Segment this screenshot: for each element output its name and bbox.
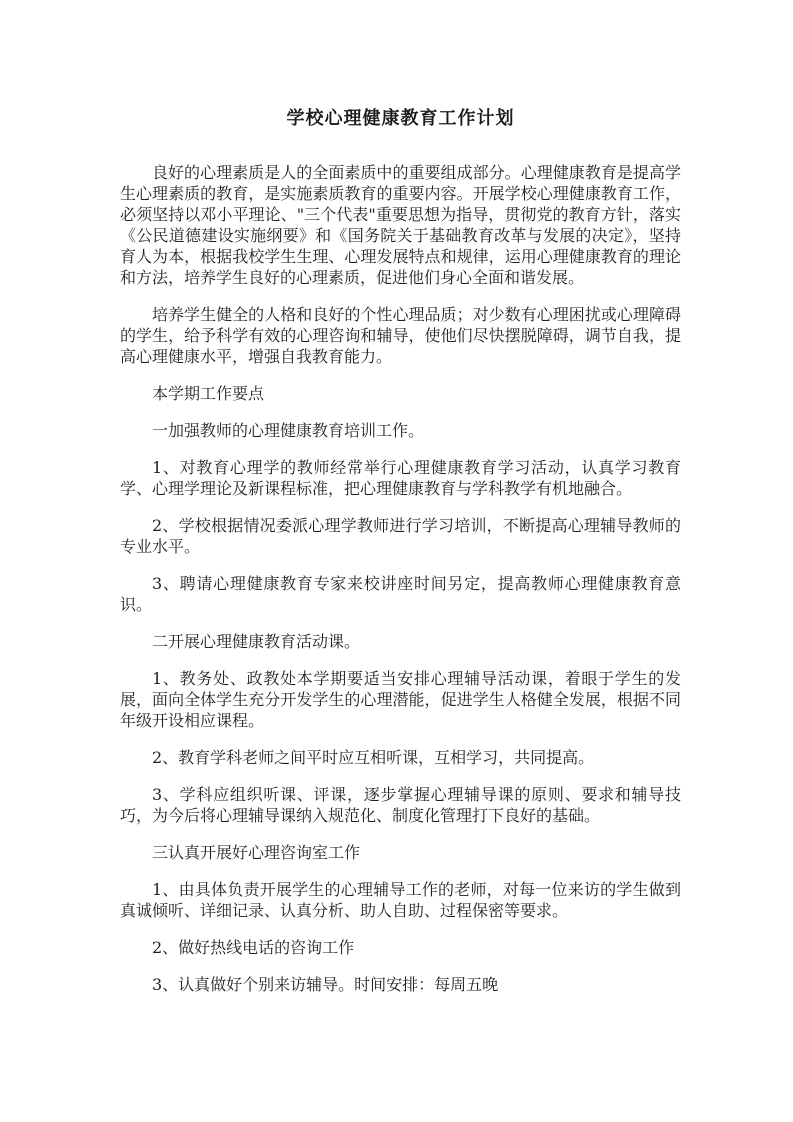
section-heading-one-teacher-training: 一加强教师的心理健康教育培训工作。 [152,421,425,440]
paragraph-item-1-2: 2、学校根据情况委派心理学教师进行学习培训，不断提高心理辅导教师的专业水平。 [120,516,681,556]
paragraph-item-2-1: 1、教务处、政教处本学期要适当安排心理辅导活动课，着眼于学生的发展，面向全体学生充分开发学生的心理潜能，促进学生人格健全发展，根据不同年级开设相应课程。 [120,669,681,730]
paragraph-item-2-3: 3、学科应组织听课、评课，逐步掌握心理辅导课的原则、要求和辅导技巧，为今后将心理辅导课纳入规范化、制度化管理打下良好的基础。 [120,785,681,825]
section-heading-three-counseling-room: 三认真开展好心理咨询室工作 [152,843,361,862]
paragraph-item-3-3: 3、认真做好个别来访辅导。时间安排：每周五晚 [152,975,499,994]
paragraph-item-1-3: 3、聘请心理健康教育专家来校讲座时间另定，提高教师心理健康教育意识。 [120,574,681,614]
paragraph-item-3-2: 2、做好热线电话的咨询工作 [152,938,355,957]
paragraph-goals: 培养学生健全的人格和良好的个性心理品质；对少数有心理困扰或心理障碍的学生，给予科学有效的心理咨询和辅导，使他们尽快摆脱障碍，调节自我，提高心理健康水平，增强自我教育能力。 [120,305,681,366]
paragraph-item-1-1: 1、对教育心理学的教师经常举行心理健康教育学习活动，认真学习教育学、心理学理论及新课程标准，把心理健康教育与学科教学有机地融合。 [120,458,681,498]
section-heading-semester-points: 本学期工作要点 [152,384,265,403]
section-heading-two-activity-class: 二开展心理健康教育活动课。 [152,632,361,651]
paragraph-item-2-2: 2、教育学科老师之间平时应互相听课，互相学习，共同提高。 [152,748,595,767]
paragraph-item-3-1: 1、由具体负责开展学生的心理辅导工作的老师，对每一位来访的学生做到真诚倾听、详细记录、认真分析、助人自助、过程保密等要求。 [120,880,681,920]
paragraph-intro: 良好的心理素质是人的全面素质中的重要组成部分。心理健康教育是提高学生心理素质的教育，是实施素质教育的重要内容。开展学校心理健康教育工作，必须坚持以邓小平理论、"三个代表"重要思想为指导，贯彻党的教育方针，落实《公民道德建设实施纲要》和《国务院关于基础教育改革与发展的决定》，坚持育人为本，根据我校学生生理、心理发展特点和规律，运用心理健康教育的理论和方法，培养学生良好的心理素质，促进他们身心全面和谐发展。 [120,163,681,287]
document-title: 学校心理健康教育工作计划 [286,108,515,129]
